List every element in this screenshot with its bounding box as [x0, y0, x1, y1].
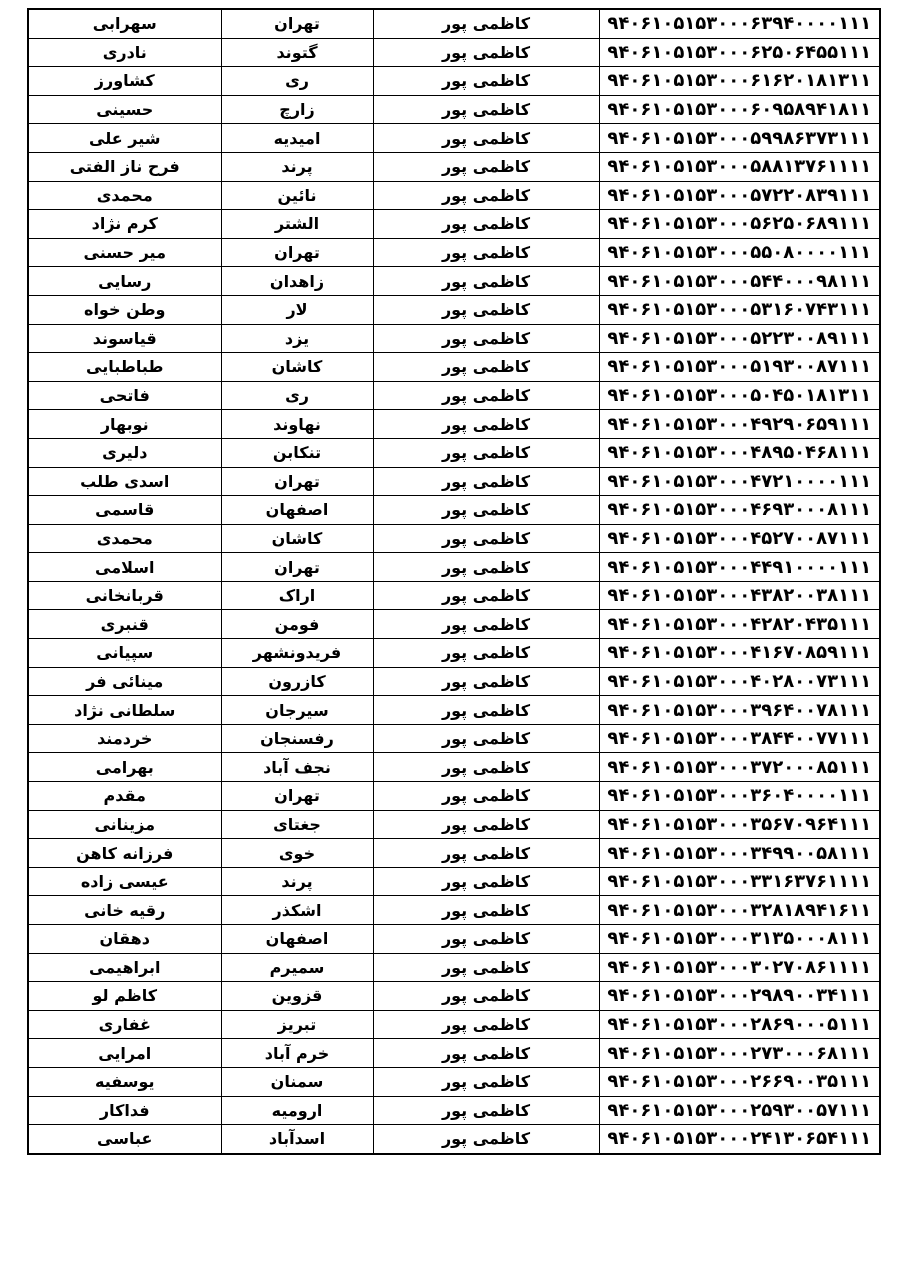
city-cell: تبریز — [221, 1010, 373, 1039]
number-cell: ۹۴۰۶۱۰۵۱۵۳۰۰۰۴۰۲۸۰۰۷۳۱۱۱ — [599, 667, 880, 696]
number-cell: ۹۴۰۶۱۰۵۱۵۳۰۰۰۵۷۲۲۰۸۳۹۱۱۱ — [599, 181, 880, 210]
name-cell: کاظمی پور — [373, 438, 599, 467]
name-cell: کاظمی پور — [373, 925, 599, 954]
family-name-cell: خردمند — [28, 724, 221, 753]
name-cell: کاظمی پور — [373, 67, 599, 96]
family-name-cell: قاسمی — [28, 496, 221, 525]
family-name-cell: نادری — [28, 38, 221, 67]
number-cell: ۹۴۰۶۱۰۵۱۵۳۰۰۰۴۷۲۱۰۰۰۰۱۱۱ — [599, 467, 880, 496]
number-cell: ۹۴۰۶۱۰۵۱۵۳۰۰۰۲۷۳۰۰۰۶۸۱۱۱ — [599, 1039, 880, 1068]
family-name-cell: کرم نژاد — [28, 210, 221, 239]
family-name-cell: ابراهیمی — [28, 953, 221, 982]
table-row — [28, 810, 880, 839]
name-cell: کاظمی پور — [373, 1067, 599, 1096]
family-name-cell: یوسفیه — [28, 1067, 221, 1096]
name-cell: کاظمی پور — [373, 295, 599, 324]
family-name-cell: مینائی فر — [28, 667, 221, 696]
city-cell: نهاوند — [221, 410, 373, 439]
name-cell: کاظمی پور — [373, 610, 599, 639]
table-row — [28, 553, 880, 582]
number-cell: ۹۴۰۶۱۰۵۱۵۳۰۰۰۴۸۹۵۰۴۶۸۱۱۱ — [599, 438, 880, 467]
number-cell: ۹۴۰۶۱۰۵۱۵۳۰۰۰۲۹۸۹۰۰۳۴۱۱۱ — [599, 982, 880, 1011]
number-cell: ۹۴۰۶۱۰۵۱۵۳۰۰۰۳۰۲۷۰۸۶۱۱۱۱ — [599, 953, 880, 982]
table-row — [28, 867, 880, 896]
name-cell: کاظمی پور — [373, 1039, 599, 1068]
table-row — [28, 124, 880, 153]
family-name-cell: سپیانی — [28, 639, 221, 668]
city-cell: سمیرم — [221, 953, 373, 982]
name-cell: کاظمی پور — [373, 410, 599, 439]
family-name-cell: شیر علی — [28, 124, 221, 153]
family-name-cell: دهقان — [28, 925, 221, 954]
family-name-cell: قربانخانی — [28, 581, 221, 610]
city-cell: زارچ — [221, 95, 373, 124]
number-cell: ۹۴۰۶۱۰۵۱۵۳۰۰۰۶۱۶۲۰۱۸۱۳۱۱ — [599, 67, 880, 96]
city-cell: ارومیه — [221, 1096, 373, 1125]
number-cell: ۹۴۰۶۱۰۵۱۵۳۰۰۰۳۸۴۴۰۰۷۷۱۱۱ — [599, 724, 880, 753]
number-cell: ۹۴۰۶۱۰۵۱۵۳۰۰۰۳۵۶۷۰۹۶۴۱۱۱ — [599, 810, 880, 839]
name-cell: کاظمی پور — [373, 181, 599, 210]
number-cell: ۹۴۰۶۱۰۵۱۵۳۰۰۰۵۳۱۶۰۷۴۳۱۱۱ — [599, 295, 880, 324]
city-cell: تهران — [221, 782, 373, 811]
table-row — [28, 324, 880, 353]
table-row — [28, 753, 880, 782]
city-cell: ری — [221, 67, 373, 96]
table-row — [28, 1039, 880, 1068]
number-cell: ۹۴۰۶۱۰۵۱۵۳۰۰۰۵۹۹۸۶۳۷۳۱۱۱ — [599, 124, 880, 153]
name-cell: کاظمی پور — [373, 982, 599, 1011]
city-cell: لار — [221, 295, 373, 324]
city-cell: تهران — [221, 467, 373, 496]
name-cell: کاظمی پور — [373, 9, 599, 38]
table-row — [28, 95, 880, 124]
records-sheet — [27, 8, 879, 1155]
family-name-cell: امرایی — [28, 1039, 221, 1068]
city-cell: گتوند — [221, 38, 373, 67]
city-cell: فریدونشهر — [221, 639, 373, 668]
name-cell: کاظمی پور — [373, 810, 599, 839]
number-cell: ۹۴۰۶۱۰۵۱۵۳۰۰۰۵۱۹۳۰۰۸۷۱۱۱ — [599, 353, 880, 382]
table-row — [28, 438, 880, 467]
table-row — [28, 238, 880, 267]
table-row — [28, 38, 880, 67]
name-cell: کاظمی پور — [373, 867, 599, 896]
city-cell: سمنان — [221, 1067, 373, 1096]
city-cell: نائین — [221, 181, 373, 210]
name-cell: کاظمی پور — [373, 152, 599, 181]
table-row — [28, 953, 880, 982]
city-cell: امیدیه — [221, 124, 373, 153]
family-name-cell: غفاری — [28, 1010, 221, 1039]
number-cell: ۹۴۰۶۱۰۵۱۵۳۰۰۰۳۶۰۴۰۰۰۰۱۱۱ — [599, 782, 880, 811]
number-cell: ۹۴۰۶۱۰۵۱۵۳۰۰۰۵۶۲۵۰۶۸۹۱۱۱ — [599, 210, 880, 239]
name-cell: کاظمی پور — [373, 667, 599, 696]
number-cell: ۹۴۰۶۱۰۵۱۵۳۰۰۰۴۱۶۷۰۸۵۹۱۱۱ — [599, 639, 880, 668]
number-cell: ۹۴۰۶۱۰۵۱۵۳۰۰۰۴۶۹۳۰۰۰۸۱۱۱ — [599, 496, 880, 525]
name-cell: کاظمی پور — [373, 581, 599, 610]
table-row — [28, 9, 880, 38]
city-cell: ری — [221, 381, 373, 410]
city-cell: اصفهان — [221, 496, 373, 525]
name-cell: کاظمی پور — [373, 1125, 599, 1154]
family-name-cell: فداکار — [28, 1096, 221, 1125]
name-cell: کاظمی پور — [373, 1096, 599, 1125]
family-name-cell: اسلامی — [28, 553, 221, 582]
table-row — [28, 496, 880, 525]
city-cell: سیرجان — [221, 696, 373, 725]
city-cell: پرند — [221, 867, 373, 896]
name-cell: کاظمی پور — [373, 696, 599, 725]
number-cell: ۹۴۰۶۱۰۵۱۵۳۰۰۰۲۸۶۹۰۰۰۵۱۱۱ — [599, 1010, 880, 1039]
number-cell: ۹۴۰۶۱۰۵۱۵۳۰۰۰۵۲۲۳۰۰۸۹۱۱۱ — [599, 324, 880, 353]
table-row — [28, 210, 880, 239]
city-cell: الشتر — [221, 210, 373, 239]
name-cell: کاظمی پور — [373, 267, 599, 296]
family-name-cell: نوبهار — [28, 410, 221, 439]
city-cell: اشکذر — [221, 896, 373, 925]
name-cell: کاظمی پور — [373, 953, 599, 982]
number-cell: ۹۴۰۶۱۰۵۱۵۳۰۰۰۲۴۱۳۰۶۵۴۱۱۱ — [599, 1125, 880, 1154]
table-row — [28, 839, 880, 868]
table-row — [28, 667, 880, 696]
family-name-cell: سهرابی — [28, 9, 221, 38]
records-table — [27, 8, 881, 1155]
name-cell: کاظمی پور — [373, 238, 599, 267]
table-row — [28, 467, 880, 496]
family-name-cell: بهرامی — [28, 753, 221, 782]
table-row — [28, 724, 880, 753]
family-name-cell: قنبری — [28, 610, 221, 639]
table-row — [28, 896, 880, 925]
city-cell: تنکابن — [221, 438, 373, 467]
family-name-cell: سلطانی نژاد — [28, 696, 221, 725]
number-cell: ۹۴۰۶۱۰۵۱۵۳۰۰۰۴۵۲۷۰۰۸۷۱۱۱ — [599, 524, 880, 553]
city-cell: جغتای — [221, 810, 373, 839]
city-cell: نجف آباد — [221, 753, 373, 782]
name-cell: کاظمی پور — [373, 753, 599, 782]
city-cell: یزد — [221, 324, 373, 353]
family-name-cell: عیسی زاده — [28, 867, 221, 896]
number-cell: ۹۴۰۶۱۰۵۱۵۳۰۰۰۵۰۴۵۰۱۸۱۳۱۱ — [599, 381, 880, 410]
family-name-cell: قیاسوند — [28, 324, 221, 353]
family-name-cell: فاتحی — [28, 381, 221, 410]
table-row — [28, 581, 880, 610]
name-cell: کاظمی پور — [373, 381, 599, 410]
family-name-cell: مقدم — [28, 782, 221, 811]
number-cell: ۹۴۰۶۱۰۵۱۵۳۰۰۰۳۹۶۴۰۰۷۸۱۱۱ — [599, 696, 880, 725]
name-cell: کاظمی پور — [373, 210, 599, 239]
city-cell: کاشان — [221, 524, 373, 553]
family-name-cell: کشاورز — [28, 67, 221, 96]
name-cell: کاظمی پور — [373, 839, 599, 868]
name-cell: کاظمی پور — [373, 353, 599, 382]
table-row — [28, 67, 880, 96]
family-name-cell: محمدی — [28, 524, 221, 553]
city-cell: کازرون — [221, 667, 373, 696]
number-cell: ۹۴۰۶۱۰۵۱۵۳۰۰۰۳۱۳۵۰۰۰۸۱۱۱ — [599, 925, 880, 954]
number-cell: ۹۴۰۶۱۰۵۱۵۳۰۰۰۲۵۹۳۰۰۵۷۱۱۱ — [599, 1096, 880, 1125]
table-row — [28, 639, 880, 668]
table-row — [28, 782, 880, 811]
table-row — [28, 610, 880, 639]
name-cell: کاظمی پور — [373, 524, 599, 553]
table-row — [28, 267, 880, 296]
family-name-cell: میر حسنی — [28, 238, 221, 267]
number-cell: ۹۴۰۶۱۰۵۱۵۳۰۰۰۵۴۴۰۰۰۹۸۱۱۱ — [599, 267, 880, 296]
number-cell: ۹۴۰۶۱۰۵۱۵۳۰۰۰۴۴۹۱۰۰۰۰۱۱۱ — [599, 553, 880, 582]
city-cell: رفسنجان — [221, 724, 373, 753]
records-body — [28, 9, 880, 1154]
name-cell: کاظمی پور — [373, 896, 599, 925]
family-name-cell: محمدی — [28, 181, 221, 210]
table-row — [28, 1010, 880, 1039]
family-name-cell: وطن خواه — [28, 295, 221, 324]
name-cell: کاظمی پور — [373, 38, 599, 67]
number-cell: ۹۴۰۶۱۰۵۱۵۳۰۰۰۴۳۸۲۰۰۳۸۱۱۱ — [599, 581, 880, 610]
city-cell: فومن — [221, 610, 373, 639]
number-cell: ۹۴۰۶۱۰۵۱۵۳۰۰۰۲۶۶۹۰۰۳۵۱۱۱ — [599, 1067, 880, 1096]
city-cell: تهران — [221, 238, 373, 267]
table-row — [28, 925, 880, 954]
number-cell: ۹۴۰۶۱۰۵۱۵۳۰۰۰۳۷۲۰۰۰۸۵۱۱۱ — [599, 753, 880, 782]
family-name-cell: رقیه خانی — [28, 896, 221, 925]
family-name-cell: اسدی طلب — [28, 467, 221, 496]
table-row — [28, 1125, 880, 1154]
city-cell: پرند — [221, 152, 373, 181]
name-cell: کاظمی پور — [373, 95, 599, 124]
name-cell: کاظمی پور — [373, 1010, 599, 1039]
family-name-cell: عباسی — [28, 1125, 221, 1154]
city-cell: تهران — [221, 553, 373, 582]
name-cell: کاظمی پور — [373, 124, 599, 153]
family-name-cell: مزینانی — [28, 810, 221, 839]
name-cell: کاظمی پور — [373, 782, 599, 811]
table-row — [28, 295, 880, 324]
table-row — [28, 353, 880, 382]
table-row — [28, 410, 880, 439]
number-cell: ۹۴۰۶۱۰۵۱۵۳۰۰۰۴۹۲۹۰۶۵۹۱۱۱ — [599, 410, 880, 439]
table-row — [28, 696, 880, 725]
name-cell: کاظمی پور — [373, 724, 599, 753]
number-cell: ۹۴۰۶۱۰۵۱۵۳۰۰۰۳۳۱۶۳۷۶۱۱۱۱ — [599, 867, 880, 896]
city-cell: زاهدان — [221, 267, 373, 296]
city-cell: اسدآباد — [221, 1125, 373, 1154]
city-cell: قزوین — [221, 982, 373, 1011]
name-cell: کاظمی پور — [373, 324, 599, 353]
number-cell: ۹۴۰۶۱۰۵۱۵۳۰۰۰۳۲۸۱۸۹۴۱۶۱۱ — [599, 896, 880, 925]
table-row — [28, 982, 880, 1011]
number-cell: ۹۴۰۶۱۰۵۱۵۳۰۰۰۵۸۸۱۳۷۶۱۱۱۱ — [599, 152, 880, 181]
name-cell: کاظمی پور — [373, 467, 599, 496]
city-cell: خوی — [221, 839, 373, 868]
table-row — [28, 1067, 880, 1096]
table-row — [28, 524, 880, 553]
number-cell: ۹۴۰۶۱۰۵۱۵۳۰۰۰۳۴۹۹۰۰۵۸۱۱۱ — [599, 839, 880, 868]
number-cell: ۹۴۰۶۱۰۵۱۵۳۰۰۰۶۲۵۰۶۴۵۵۱۱۱ — [599, 38, 880, 67]
family-name-cell: کاظم لو — [28, 982, 221, 1011]
city-cell: کاشان — [221, 353, 373, 382]
number-cell: ۹۴۰۶۱۰۵۱۵۳۰۰۰۴۲۸۲۰۴۳۵۱۱۱ — [599, 610, 880, 639]
number-cell: ۹۴۰۶۱۰۵۱۵۳۰۰۰۵۵۰۸۰۰۰۰۱۱۱ — [599, 238, 880, 267]
number-cell: ۹۴۰۶۱۰۵۱۵۳۰۰۰۶۰۹۵۸۹۴۱۸۱۱ — [599, 95, 880, 124]
family-name-cell: حسینی — [28, 95, 221, 124]
city-cell: اصفهان — [221, 925, 373, 954]
table-row — [28, 1096, 880, 1125]
name-cell: کاظمی پور — [373, 639, 599, 668]
name-cell: کاظمی پور — [373, 496, 599, 525]
family-name-cell: فرزانه کاهن — [28, 839, 221, 868]
name-cell: کاظمی پور — [373, 553, 599, 582]
city-cell: تهران — [221, 9, 373, 38]
city-cell: خرم آباد — [221, 1039, 373, 1068]
number-cell: ۹۴۰۶۱۰۵۱۵۳۰۰۰۶۳۹۴۰۰۰۰۱۱۱ — [599, 9, 880, 38]
city-cell: اراک — [221, 581, 373, 610]
table-row — [28, 381, 880, 410]
family-name-cell: طباطبایی — [28, 353, 221, 382]
table-row — [28, 152, 880, 181]
table-row — [28, 181, 880, 210]
family-name-cell: رسایی — [28, 267, 221, 296]
family-name-cell: دلیری — [28, 438, 221, 467]
family-name-cell: فرح ناز الفتی — [28, 152, 221, 181]
